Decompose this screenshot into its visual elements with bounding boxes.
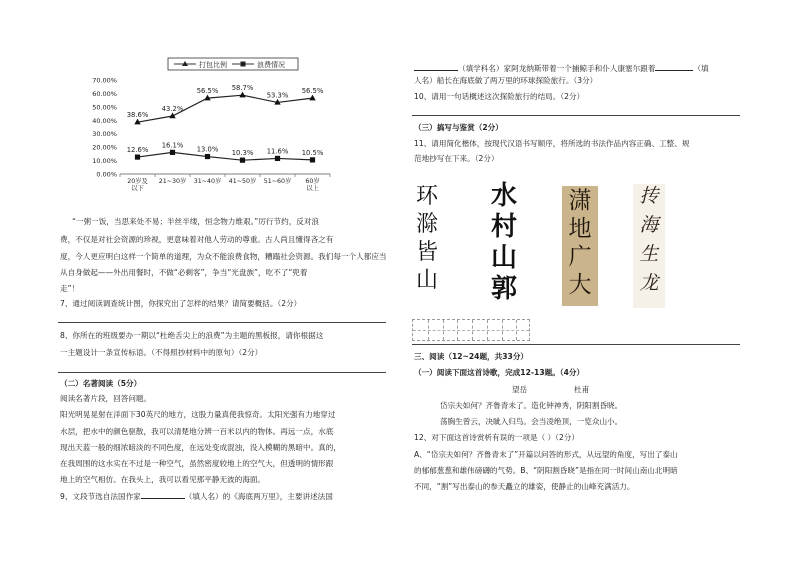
calligraphy-sample-2 — [487, 183, 521, 307]
question-11-line-1: 11、请用简化楷体，按现代汉语书写顺序，将所选的书法作品内容正确、工整、规 — [414, 139, 690, 148]
calligraphy-char: 潇 — [568, 188, 592, 214]
poem-line-1: 岱宗夫如何？齐鲁青未了。造化钟神秀，阴阳割昏晓。 — [440, 401, 623, 410]
calligraphy-sample-4 — [633, 184, 665, 308]
calligraphy-char: 环 — [415, 184, 438, 209]
calligraphy-char: 滁 — [415, 212, 438, 237]
calligraphy-char: 广 — [568, 244, 592, 270]
data-label: 53.3% — [266, 91, 289, 100]
answer-blank[interactable] — [655, 62, 693, 71]
question-7: 7、通过阅读调查统计图，你探究出了怎样的结果？请简要概括。（2分） — [60, 299, 302, 308]
y-tick-label: 20.00% — [92, 143, 117, 152]
y-tick-label: 10.00% — [92, 157, 117, 166]
x-tick-label: 41~50岁 — [228, 178, 257, 185]
data-label: 56.5% — [196, 87, 219, 96]
data-label: 11.6% — [266, 147, 289, 156]
data-point — [275, 156, 280, 161]
y-tick-label: 70.00% — [92, 76, 117, 85]
writing-grid[interactable] — [412, 319, 530, 341]
question-9-line-2: 人名）船长在海底做了两万里的环球探险旅行。（3分） — [414, 76, 598, 85]
para1-line-2: 费，不仅是对社会资源的珍视，更意味着对他人劳动的尊重。古人尚且懂得吝之有 — [60, 235, 334, 244]
question-9 — [60, 490, 333, 503]
x-tick-label: 60岁以上 — [305, 178, 320, 192]
data-point — [309, 95, 315, 101]
question-10: 10、请用一句话概述这次探险旅行的结局。（2分） — [414, 92, 585, 101]
passage-line-1: 阳光明晃晃射在洋面下30英尺的地方，这股力量真使我惊奇。太阳光强有力地穿过 — [60, 410, 336, 419]
divider — [58, 372, 386, 373]
line-chart — [80, 56, 350, 196]
y-tick-label: 50.00% — [92, 103, 117, 112]
calligraphy-char: 龙 — [639, 272, 659, 294]
section-2-instruction: 阅读名著片段，回答问题。 — [60, 394, 152, 403]
passage-line-2: 水层，把水中的颜色驱散，我可以清楚地分辨一百米以内的物体。再远一点，水底 — [60, 427, 334, 436]
passage-line-4: 在我周围的这水实在不过是一种空气，虽然密度较地上的空气大，但透明的情形跟 — [60, 459, 334, 468]
para1-line-4: 从自身做起——外出用餐时，不做“必剩客”，争当“光盘族”，吃不了“兜着 — [60, 268, 308, 277]
passage-line-3: 现出天蓝一般的细浓暗淡的不同色度，在远处变成混浊，没入模糊的黑暗中。真的， — [60, 443, 341, 452]
x-tick-label: 31~40岁 — [193, 178, 222, 185]
question-9-part-a: 9、文段节选自法国作家 — [60, 492, 141, 501]
question-9-part-c: （填学科名）家阿龙纳斯带着一个捕鲸手和仆人康塞尔跟着 — [458, 64, 656, 73]
legend-marker — [241, 62, 246, 67]
data-point — [239, 92, 245, 98]
calligraphy-char: 抟 — [639, 185, 659, 207]
calligraphy-sample-1 — [412, 186, 442, 298]
poem-title: 望岳 — [512, 385, 528, 394]
calligraphy-char: 海 — [639, 214, 659, 236]
section-2-title: （二）名著阅读（5分） — [60, 379, 142, 388]
para1-line-1: “一粥一饭，当思来处不易；半丝半缕，恒念物力维艰。”厉行节约，反对浪 — [72, 217, 320, 226]
x-tick-label: 51~60岁 — [263, 178, 292, 185]
answer-blank[interactable] — [141, 490, 185, 499]
legend-label: 打包比例 — [199, 61, 227, 69]
calligraphy-char: 生 — [639, 243, 659, 265]
option-a-line-1: A、“岱宗夫如何？齐鲁青未了”开篇以问答的形式，从远望的角度，写出了泰山 — [414, 450, 678, 459]
data-point — [310, 157, 315, 162]
passage-line-5: 地上的空气相仿。在我头上，我可以看见那平静无波的海面。 — [60, 475, 266, 484]
option-a-line-3: 不同，“割”写出泰山的参天矗立的雄姿，使静止的山峰充满活力。 — [414, 482, 635, 491]
data-point — [170, 150, 175, 155]
question-8-line-1: 8、你所在的班级要办一期以“杜绝舌尖上的浪费”为主题的黑板报，请你根据这 — [60, 331, 324, 340]
calligraphy-char: 山 — [490, 243, 517, 273]
data-point — [240, 158, 245, 163]
calligraphy-char: 皆 — [415, 240, 438, 265]
question-9-continued — [414, 62, 709, 75]
option-a-line-2: 的郁郁葱葱和雄伟磅礴的气势。B、“阴阳割昏晓”是指在同一时间山南山北明暗 — [414, 466, 678, 475]
answer-blank[interactable] — [414, 62, 458, 71]
chart-marks — [127, 84, 324, 163]
y-tick-label: 0.00% — [96, 170, 117, 179]
calligraphy-char: 村 — [490, 212, 517, 242]
data-label: 43.2% — [161, 104, 184, 113]
question-8-line-2: 一主题设计一条宣传标语。（不得照抄材料中的原句）（2分） — [60, 348, 263, 357]
data-label: 12.6% — [126, 146, 149, 155]
subsection-1-title: （一）阅读下面这首诗歌，完成12-13题。（4分） — [414, 368, 585, 377]
y-tick-label: 60.00% — [92, 89, 117, 98]
question-12: 12、对下面这首诗赏析有误的一项是（ ）（2分） — [414, 433, 579, 442]
data-point — [205, 154, 210, 159]
question-11-line-2: 范地抄写在下来。（2分） — [414, 154, 499, 163]
x-tick-label: 20岁及以下 — [127, 178, 148, 192]
calligraphy-char: 大 — [568, 272, 592, 298]
y-tick-label: 40.00% — [92, 116, 117, 125]
question-9-part-d: （填 — [693, 64, 709, 73]
chart-legend — [168, 58, 298, 70]
y-tick-label: 30.00% — [92, 130, 117, 139]
data-label: 38.6% — [126, 111, 149, 120]
calligraphy-char: 水 — [490, 181, 517, 211]
poem-author: 杜甫 — [574, 385, 590, 394]
calligraphy-char: 地 — [568, 216, 592, 242]
question-9-part-b: （填人名）的《海底两万里》，主要讲述法国 — [184, 492, 333, 501]
legend-label: 浪费情况 — [257, 61, 285, 69]
data-label: 58.7% — [231, 84, 254, 93]
calligraphy-char: 山 — [415, 268, 438, 293]
para1-line-5: 走”！ — [60, 284, 80, 293]
divider — [58, 322, 386, 323]
data-label: 10.5% — [301, 148, 324, 157]
data-point — [135, 154, 140, 159]
section-3-title: （三）搞写与鉴赏（2分） — [414, 123, 503, 132]
x-tick-label: 21~30岁 — [158, 178, 187, 185]
part-3-title: 三、阅读（12~24题，共33分） — [414, 352, 529, 361]
data-label: 56.5% — [301, 87, 324, 96]
divider — [412, 115, 740, 116]
calligraphy-char: 郭 — [490, 274, 517, 304]
calligraphy-sample-3 — [562, 186, 598, 306]
data-label: 13.0% — [196, 145, 219, 154]
data-label: 16.1% — [161, 141, 184, 150]
para1-line-3: 度，今人更应明白这样一个简单的道理，为众不能浪费食物，糟蹋社会资源。我们每一个人都应当 — [60, 252, 387, 261]
divider — [412, 344, 740, 345]
poem-line-2: 荡胸生曾云，决眦入归鸟。会当凌绝顶，一览众山小。 — [440, 417, 623, 426]
data-label: 10.3% — [231, 149, 254, 158]
